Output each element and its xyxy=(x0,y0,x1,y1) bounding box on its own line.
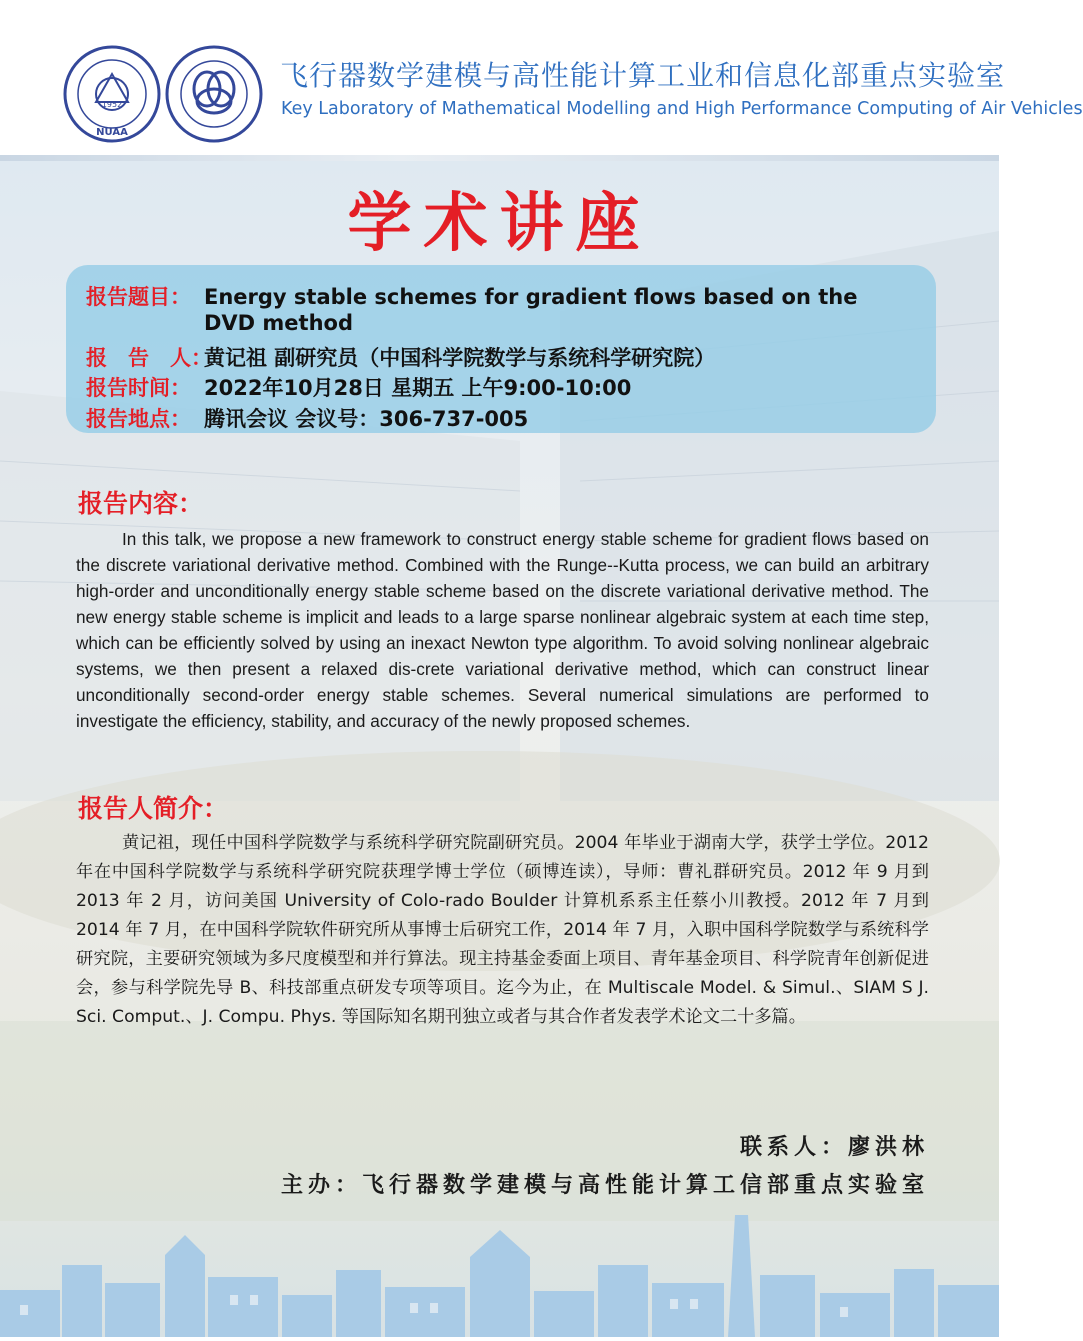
header xyxy=(0,0,1083,155)
place-row xyxy=(86,403,528,433)
topic-value: Energy stable schemes for gradient flows based on the xyxy=(204,285,858,309)
logo-nuaa-text: NUAA xyxy=(96,127,128,138)
topic-row-continued xyxy=(204,311,353,335)
speaker-label: 报 告 人： xyxy=(86,346,212,370)
topic-label: 报告题目： xyxy=(86,285,191,309)
time-label: 报告时间： xyxy=(86,376,191,400)
contact-line: 联系人：廖洪林 xyxy=(739,1134,929,1160)
place-label: 报告地点： xyxy=(86,407,191,431)
time-value: 2022年10月28日 星期五 上午9:00-10:00 xyxy=(204,376,632,400)
poster-title: 学术讲座 xyxy=(347,187,652,261)
topic-value-continued: DVD method xyxy=(204,311,353,335)
time-row xyxy=(86,372,631,402)
lab-name-en: Key Laboratory of Mathematical Modelling and High Performance Computing of Air Vehicles xyxy=(281,99,1083,119)
lab-logo-icon xyxy=(164,44,264,144)
abstract-text: In this talk, we propose a new framework to construct energy stable scheme for gradient flows based on the discrete variational derivative method. Combined with the Runge--Kutta process, we can build an arbitrary high-order and unconditionally energy stable scheme based on the discrete variational derivative method. The new energy stable scheme is implicit and leads to a large sparse nonlinear algebraic system at each time step, which can be efficiently solved by using an inexact Newton type algorithm. To avoid solving nonlinear algebraic systems, we then present a relaxed dis-crete variational derivative method, which can construct linear unconditionally second-order energy stable schemes. Several numerical simulations are performed to investigate the efficiency, stability, and accuracy of the newly proposed schemes. xyxy=(76,529,929,731)
bio-text: 黄记祖，现任中国科学院数学与系统科学研究院副研究员。2004 年毕业于湖南大学，获学士学位。2012 年在中国科学院数学与系统科学研究院获理学博士学位（硕博连读），导师：曹礼群研究员。2012 年 9 月到 2013 年 2 月，访问美国 University of Colo-rado Boulder 计算机系系主任蔡小川教授。2012 年 7 月到 2014 年 7 月，在中国科学院软件研究所从事博士后研究工作，2014 年 7 月，入职中国科学院数学与系统科学研究院，主要研究领域为多尺度模型和并行算法。现主持基金委面上项目、青年基金项目、科学院青年创新促进会，参与科学院先导 B、科技部重点研发专项等项目。迄今为止，在 Multiscale Model. & Simul.、SIAM S J. Sci. Comput.、J. Compu. Phys. 等国际知名期刊独立或者与其合作者发表学术论文二十多篇。 xyxy=(76,833,929,1027)
bio-heading: 报告人简介： xyxy=(78,794,229,823)
nuaa-logo-icon xyxy=(62,44,162,144)
abstract-heading: 报告内容： xyxy=(78,489,204,518)
speaker-row xyxy=(86,342,715,372)
place-value: 腾讯会议 会议号：306-737-005 xyxy=(204,407,529,431)
speaker-value: 黄记祖 副研究员（中国科学院数学与系统科学研究院） xyxy=(204,346,716,370)
campus-skyline-graphic xyxy=(0,1195,999,1337)
logo-year: 1952 xyxy=(101,100,123,109)
organizer-line: 主办：飞行器数学建模与高性能计算工信部重点实验室 xyxy=(280,1172,929,1198)
topic-row xyxy=(86,281,857,311)
lab-name-cn: 飞行器数学建模与高性能计算工业和信息化部重点实验室 xyxy=(280,59,1006,92)
